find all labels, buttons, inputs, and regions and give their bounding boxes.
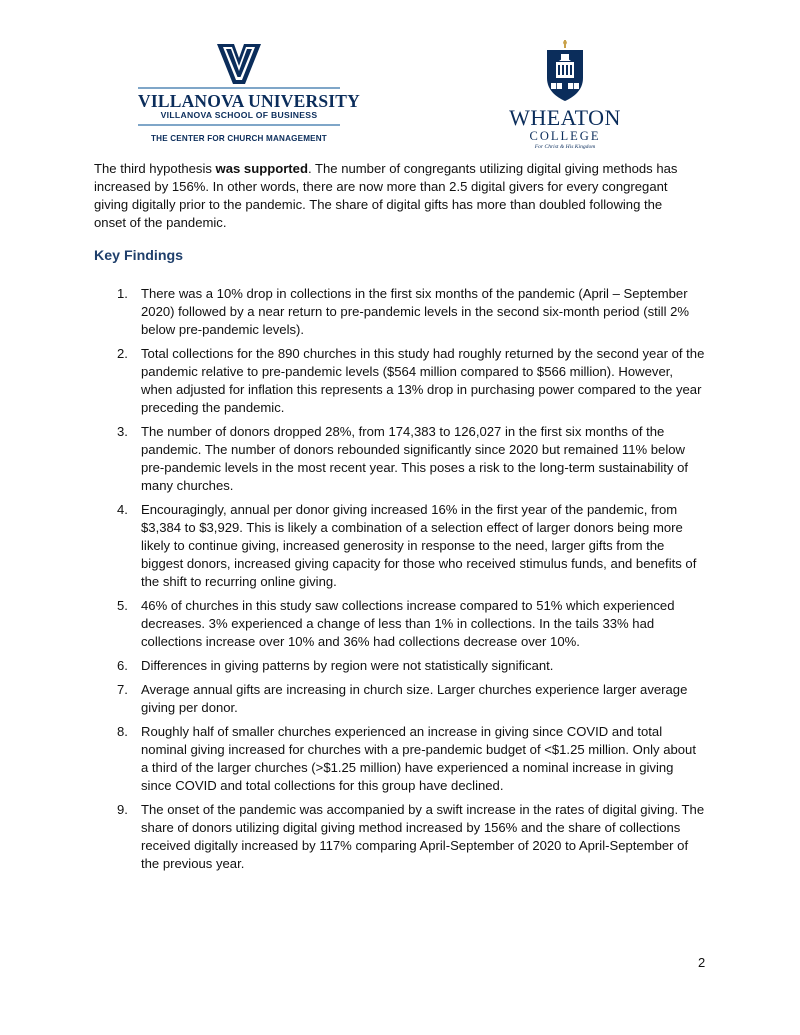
villanova-center-name: THE CENTER FOR CHURCH MANAGEMENT [151,134,327,143]
finding-text: Encouragingly, annual per donor giving increased 16% in the first year of the pandemic, from $3,384 to $3,929. This is likely a combination of a selection effect of larger donors being more likely to continue giving, increased generosity in response to the need, larger gifts from the biggest donors, increased giving capacity for those who received stimulus funds, and benefits of the shift to recurring online giving. [141,502,697,589]
finding-text: There was a 10% drop in collections in the first six months of the pandemic (April – September 2020) followed by a near return to pre-pandemic levels in the second six-month period (still 2% below pre-pandemic levels). [141,286,690,337]
finding-text: Roughly half of smaller churches experienced an increase in giving since COVID and total nominal giving increased for churches with a pre-pandemic budget of <$1.25 million. Only about a third of the larger churches (>$1.25 million) have experienced a nominal increase in giving since COVID and total collections for this group have declined. [141,724,696,793]
finding-text: The onset of the pandemic was accompanied by a swift increase in the rates of digital giving. The share of donors utilizing digital giving method increased by 156% and the share of collections received digitally increased by 117% comparing April-September of 2020 to April-September of the previous year. [141,802,705,871]
finding-number: 2. [117,346,128,361]
finding-text: 46% of churches in this study saw collections increase compared to 51% which experienced decreases. 3% experienced a change of less than 1% in collections. In the tails 33% had collections increase over 10% and 36% had collections decrease over 10%. [141,598,675,649]
finding-number: 6. [117,658,128,673]
finding-number: 8. [117,724,128,739]
finding-number: 4. [117,502,128,517]
finding-number: 3. [117,424,128,439]
villanova-rule-bottom [138,124,340,126]
villanova-rule-top [138,87,340,89]
villanova-v-mark-icon [217,44,261,84]
finding-text: Differences in giving patterns by region were not statistically significant. [141,658,554,673]
finding-item [94,801,706,873]
finding-item [94,657,706,675]
key-findings-heading: Key Findings [94,248,184,264]
wheaton-motto: For Christ & His Kingdom [534,144,596,150]
key-findings-list [94,285,706,879]
villanova-university-name: VILLANOVA UNIVERSITY [138,91,360,111]
page-number: 2 [698,955,706,970]
finding-item [94,597,706,651]
finding-text: Total collections for the 890 churches in this study had roughly returned by the second year of the pandemic relative to pre-pandemic levels ($564 million compared to $566 million). However, when adjusted for inflation this represents a 13% drop in purchasing power compared to the year preceding the pandemic. [141,346,705,415]
finding-number: 9. [117,802,128,817]
intro-text-after: . The number of congregants utilizing digital giving methods has increased by 156%. In other words, there are now more than 2.5 digital givers for every congregant giving digitally prior to the pandemic. The share of digital gifts has more than doubled following the onset of the pandemic. [94,161,678,230]
villanova-logo [138,44,360,143]
finding-number: 5. [117,598,128,613]
intro-text-before: The third hypothesis [94,161,216,176]
villanova-school-name: VILLANOVA SCHOOL OF BUSINESS [160,110,318,120]
intro-paragraph [94,160,694,232]
finding-item [94,345,706,417]
wheaton-logo [498,40,632,151]
wheaton-name: WHEATON [509,105,621,130]
finding-item [94,423,706,495]
finding-item [94,681,706,717]
finding-item [94,723,706,795]
wheaton-college-label: COLLEGE [529,129,601,143]
finding-number: 1. [117,286,128,301]
finding-item [94,285,706,339]
finding-text: Average annual gifts are increasing in church size. Larger churches experience larger average giving per donor. [141,682,688,715]
intro-text-bold: was supported [215,161,308,176]
wheaton-crest-icon [544,40,586,102]
finding-item [94,501,706,591]
finding-text: The number of donors dropped 28%, from 174,383 to 126,027 in the first six months of the pandemic. The number of donors rebounded significantly since 2020 but remained 11% below pre-pandemic levels in the most recent year. This poses a risk to the long-term sustainability of many churches. [141,424,689,493]
finding-number: 7. [117,682,128,697]
